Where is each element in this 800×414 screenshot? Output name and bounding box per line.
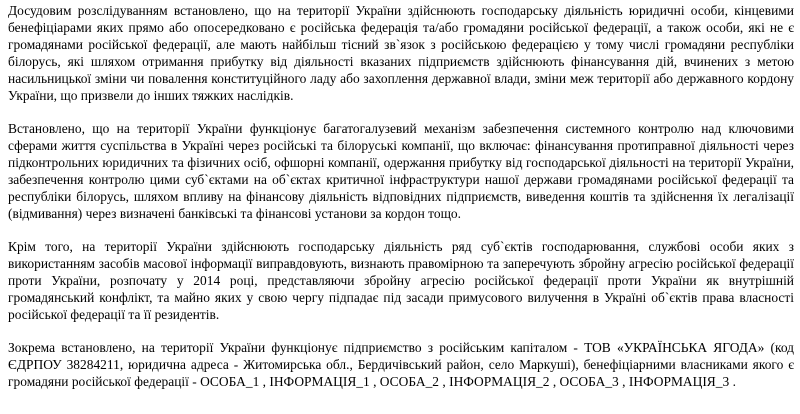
paragraph-company-details: Зокрема встановлено, на території України функціонує підприємство з російським капіталом - ТОВ «УКРАЇНСЬКА ЯГОДА» (код ЄДРПОУ 38284211, юридична адреса - Житомирська обл., Бердичівський район, село Маркуші), бенефіціарними власниками якого є громадяни російської федерації - ОСОБА_1 , ІНФОРМАЦІЯ_1 , ОСОБА_2 , ІНФОРМАЦІЯ_2 , ОСОБА_3 , ІНФОРМАЦІЯ_3 . [8, 340, 794, 389]
document-body [8, 2, 794, 390]
paragraph-business-entities: Крім того, на території України здійснюють господарську діяльність ряд суб`єктів господарювання, службові особи яких з використанням засобів масової інформації виправдовують, визнають правомірною та заперечують збройну агресію російської федерації проти України, розпочату у 2014 році, представляючи збройну агресію російської федерації проти України як внутрішній громадянський конфлікт, та майно яких у свою чергу підпадає під засади примусового вилучення в Україні об`єктів права власності російської федерації та її резидентів. [8, 239, 794, 322]
paragraph-investigation-findings: Досудовим розслідуванням встановлено, що на території України здійснюють господарську діяльність юридичні особи, кінцевими бенефіціарами яких прямо або опосередковано є російська федерація та/або громадяни російської федерації, а також особи, які не є громадянами російської федерації, але мають найбільш тісний зв`язок з російською федерацією у тому числі громадяни республіки білорусь, які шляхом отримання прибутку від діяльності вказаних підприємств здійснюють фінансування дій, вчинених з метою насильницької зміни чи повалення конституційного ладу або захоплення державної влади, зміни меж території або державного кордону України, що призвели до інших тяжких наслідків. [8, 3, 794, 103]
paragraph-control-mechanism: Встановлено, що на території України функціонує багатогалузевий механізм забезпечення системного контролю над ключовими сферами життя суспільства в Україні через російські та білоруські компанії, що включає: фінансування протиправної діяльності через підконтрольних юридичних та фізичних осіб, офшорні компанії, одержання прибутку від господарської діяльності на території України, забезпечення контролю цими суб`єктами на об`єктах критичної інфраструктури нашої держави громадянами російської федерації та республіки білорусь, шляхом впливу на фінансову діяльність відповідних підприємств, виведення коштів та здійснення їх легалізації (відмивання) через визначені банківські та фінансові установи за кордон тощо. [8, 121, 794, 221]
